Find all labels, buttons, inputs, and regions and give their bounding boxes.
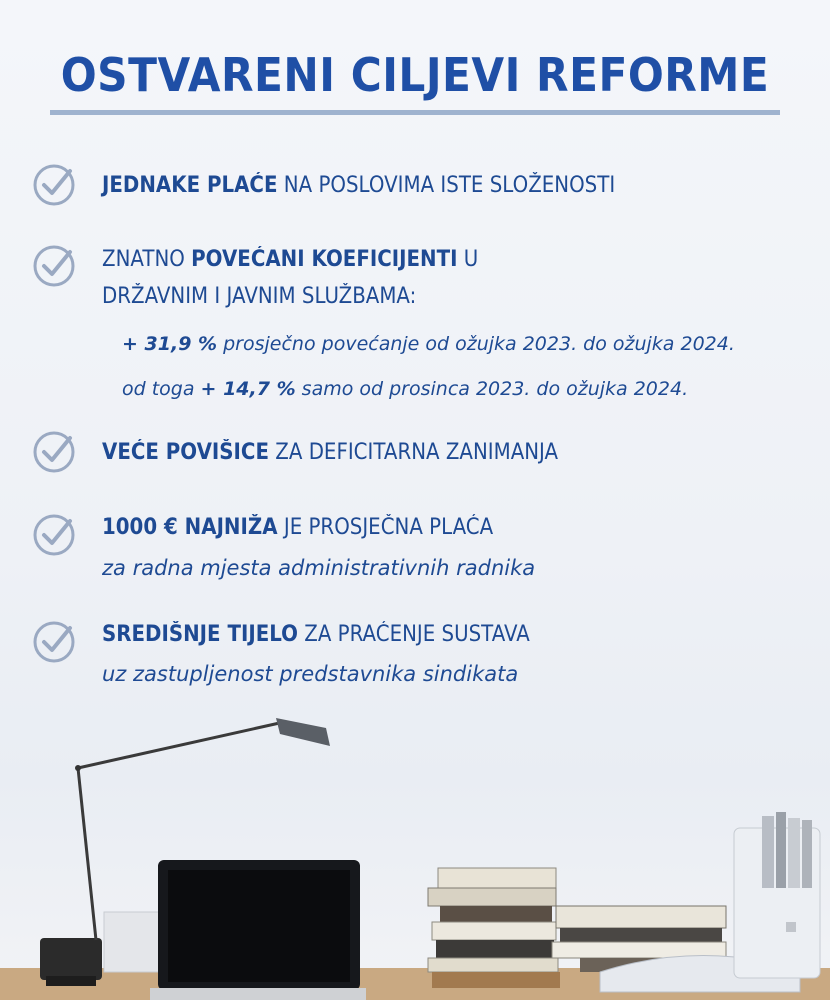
goal-coefficients-post: U — [457, 247, 479, 272]
goal-coefficients-line1 — [102, 247, 478, 272]
goal-central-body-sub: uz zastupljenost predstavnika sindikata — [102, 662, 519, 686]
stat-recent-increase-text: samo od prosinca 2023. do ožujka 2024. — [295, 378, 689, 400]
goal-equal-pay — [102, 173, 615, 198]
goal-equal-pay-bold: JEDNAKE PLAĆE — [102, 173, 278, 198]
goal-minimum-salary — [102, 515, 493, 540]
goal-central-body-text: ZA PRAĆENJE SUSTAVA — [297, 622, 530, 647]
goal-equal-pay-text: NA POSLOVIMA ISTE SLOŽENOSTI — [277, 173, 616, 198]
goal-central-body-bold: SREDIŠNJE TIJELO — [102, 622, 298, 647]
check-icon — [32, 620, 76, 664]
stat-average-increase-value: + 31,9 % — [122, 333, 218, 355]
title-divider — [50, 110, 780, 115]
goal-minimum-salary-text: JE PROSJEČNA PLAĆA — [277, 515, 494, 540]
stat-average-increase-text: prosječno povećanje od ožujka 2023. do ožujka 2024. — [217, 333, 735, 355]
stat-recent-increase-value: + 14,7 % — [200, 378, 296, 400]
stat-recent-increase-pre: od toga — [122, 378, 201, 400]
stat-recent-increase — [122, 378, 688, 400]
goal-raises — [102, 440, 558, 465]
desk-scene-image — [0, 700, 830, 1000]
goal-coefficients-line2: DRŽAVNIM I JAVNIM SLUŽBAMA: — [102, 284, 417, 309]
check-icon — [32, 513, 76, 557]
goal-raises-bold: VEĆE POVIŠICE — [102, 440, 269, 465]
stat-average-increase — [122, 333, 735, 355]
check-icon — [32, 163, 76, 207]
file-holder — [734, 812, 820, 978]
check-icon — [32, 430, 76, 474]
check-icon — [32, 244, 76, 288]
goal-minimum-salary-bold: 1000 € NAJNIŽA — [102, 515, 278, 540]
laptop — [150, 860, 366, 1000]
goal-central-body — [102, 622, 530, 647]
book-stack — [428, 868, 560, 988]
goal-minimum-salary-sub: za radna mjesta administrativnih radnika — [102, 556, 536, 580]
page-title: OSTVARENI CILJEVI REFORME — [60, 48, 770, 102]
goal-coefficients-pre: ZNATNO — [102, 247, 192, 272]
goal-coefficients-bold: POVEĆANI KOEFICIJENTI — [191, 247, 458, 272]
goal-raises-text: ZA DEFICITARNA ZANIMANJA — [268, 440, 559, 465]
